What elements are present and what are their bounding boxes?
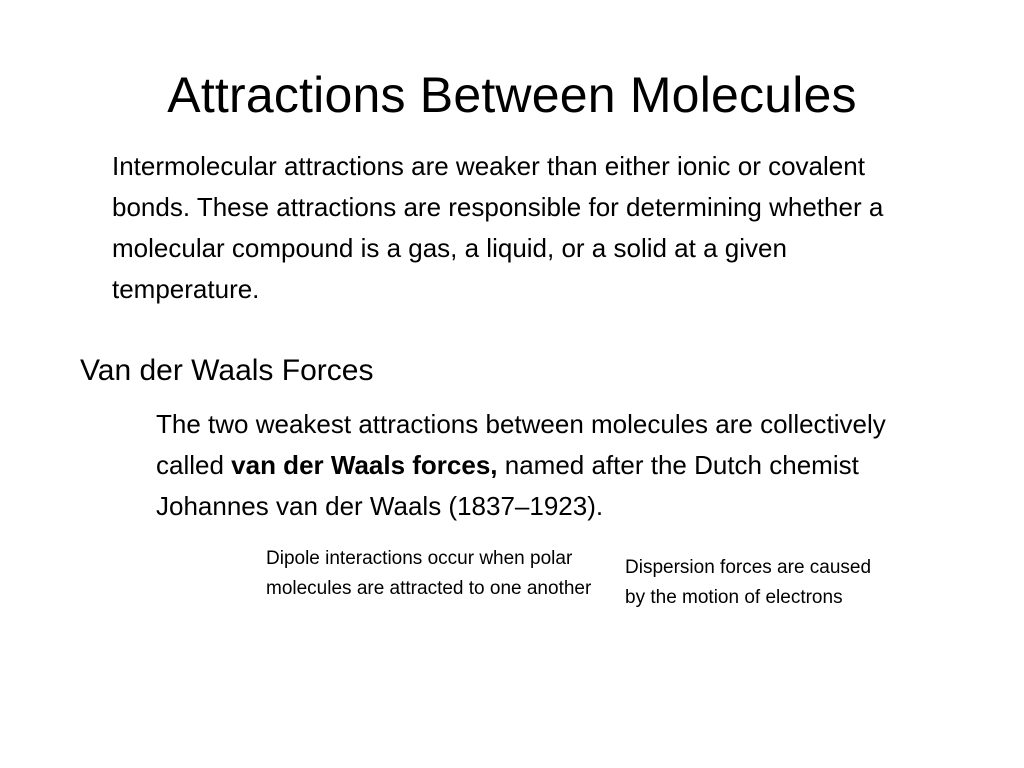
van-der-waals-paragraph [156, 404, 916, 527]
dipole-note: Dipole interactions occur when polar molecules are attracted to one another [266, 548, 592, 599]
intro-paragraph: Intermolecular attractions are weaker than either ionic or covalent bonds. These attractions are responsible for determining whether a molecular compound is a gas, a liquid, or a solid at a given temperature. [112, 151, 884, 304]
slide-title: Attractions Between Molecules [167, 67, 857, 123]
vdw-text-before: The two weakest attractions between molecules are collectively called [156, 409, 886, 480]
dispersion-note: Dispersion forces are caused by the motion of electrons [625, 557, 872, 608]
vdw-bold-term: van der Waals forces, [231, 450, 498, 480]
vdw-text-after: named after the Dutch chemist Johannes van der Waals (1837–1923). [156, 450, 859, 521]
section-heading: Van der Waals Forces [80, 354, 374, 387]
